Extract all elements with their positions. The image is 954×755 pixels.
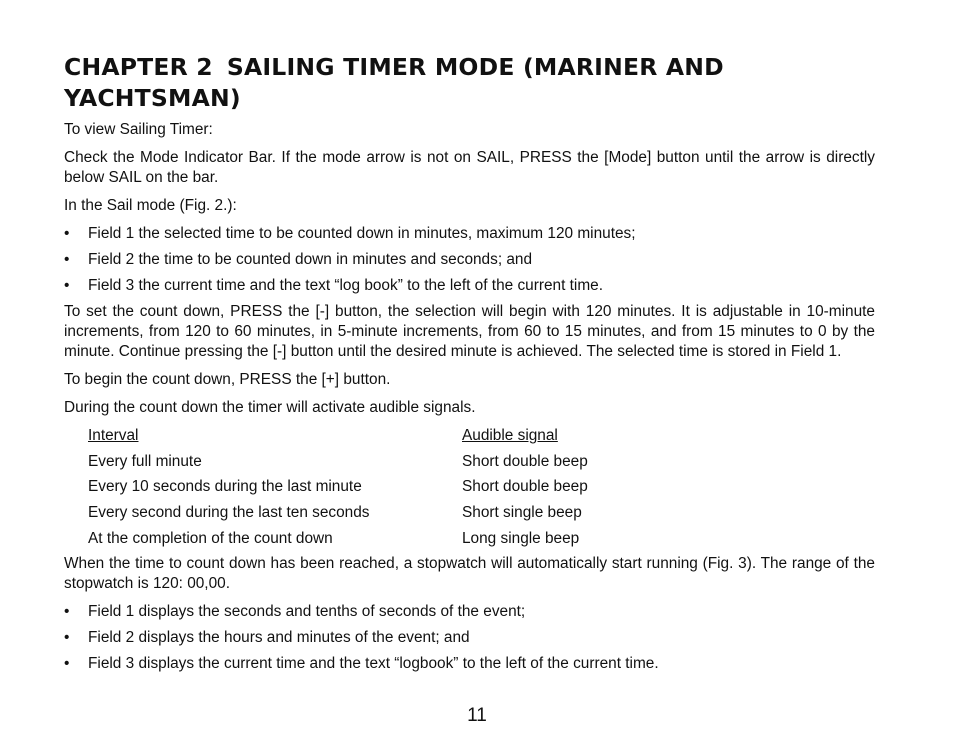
- page-number: 11: [467, 705, 487, 726]
- intro-paragraph: To view Sailing Timer:: [64, 121, 213, 138]
- list-item: • Field 3 the current time and the text “log book” to the left of the current time.: [64, 277, 603, 294]
- list-item: • Field 1 the selected time to be counted down in minutes, maximum 120 minutes;: [64, 225, 636, 242]
- signal-cell: Short double beep: [462, 452, 588, 470]
- chapter-heading: [64, 52, 875, 114]
- table-row: [88, 452, 588, 478]
- column-header-audible-signal: Audible signal: [462, 427, 558, 444]
- interval-cell: Every full minute: [88, 452, 202, 470]
- audible-signals-paragraph: During the count down the timer will activate audible signals.: [64, 399, 476, 416]
- bullet: •: [64, 277, 70, 294]
- bullet: •: [64, 225, 70, 242]
- list-item: • Field 3 displays the current time and the text “logbook” to the left of the current time.: [64, 655, 659, 673]
- sail-fields-list: [64, 224, 875, 296]
- stopwatch-fields-list: [64, 602, 875, 674]
- stopwatch-paragraph: When the time to count down has been reached, a stopwatch will automatically start running (Fig. 3). The range of the stopwatch is 120: 00,00.: [64, 555, 875, 593]
- signal-cell: Short double beep: [462, 478, 588, 496]
- signal-table: [88, 426, 588, 554]
- signal-cell: Short single beep: [462, 504, 582, 522]
- mode-indicator-paragraph: Check the Mode Indicator Bar. If the mode arrow is not on SAIL, PRESS the [Mode] button until the arrow is directly below SAIL on the bar.: [64, 149, 875, 186]
- bullet: •: [64, 603, 70, 621]
- table-row: [88, 529, 588, 555]
- bullet: •: [64, 655, 70, 673]
- interval-cell: At the completion of the count down: [88, 529, 333, 547]
- bullet: •: [64, 251, 70, 268]
- interval-cell: Every second during the last ten seconds: [88, 504, 370, 522]
- list-item: • Field 2 displays the hours and minutes of the event; and: [64, 629, 470, 647]
- table-row: [88, 503, 588, 529]
- interval-cell: Every 10 seconds during the last minute: [88, 478, 362, 496]
- chapter-title: SAILING TIMER MODE (MARINER AND YACHTSMAN): [64, 53, 724, 112]
- column-header-interval: Interval: [88, 427, 139, 444]
- manual-page: [64, 52, 875, 674]
- list-item: • Field 2 the time to be counted down in minutes and seconds; and: [64, 251, 533, 268]
- signal-cell: Long single beep: [462, 529, 580, 547]
- list-item: • Field 1 displays the seconds and tenths of seconds of the event;: [64, 603, 526, 621]
- chapter-number: CHAPTER 2: [64, 53, 213, 81]
- table-row: [88, 477, 588, 503]
- sail-mode-paragraph: In the Sail mode (Fig. 2.):: [64, 197, 237, 214]
- begin-countdown-paragraph: To begin the count down, PRESS the [+] button.: [64, 371, 391, 388]
- countdown-setting-paragraph: To set the count down, PRESS the [-] button, the selection will begin with 120 minutes. It is adjustable in 10-minute increments, from 120 to 60 minutes, in 5-minute increments, from 60 to 15 minutes, and from 15 minutes to 0 by the minute. Continue pressing the [-] button until the desired minute is achieved. The selected time is stored in Field 1.: [64, 303, 875, 360]
- table-header-row: [88, 426, 588, 452]
- bullet: •: [64, 629, 70, 647]
